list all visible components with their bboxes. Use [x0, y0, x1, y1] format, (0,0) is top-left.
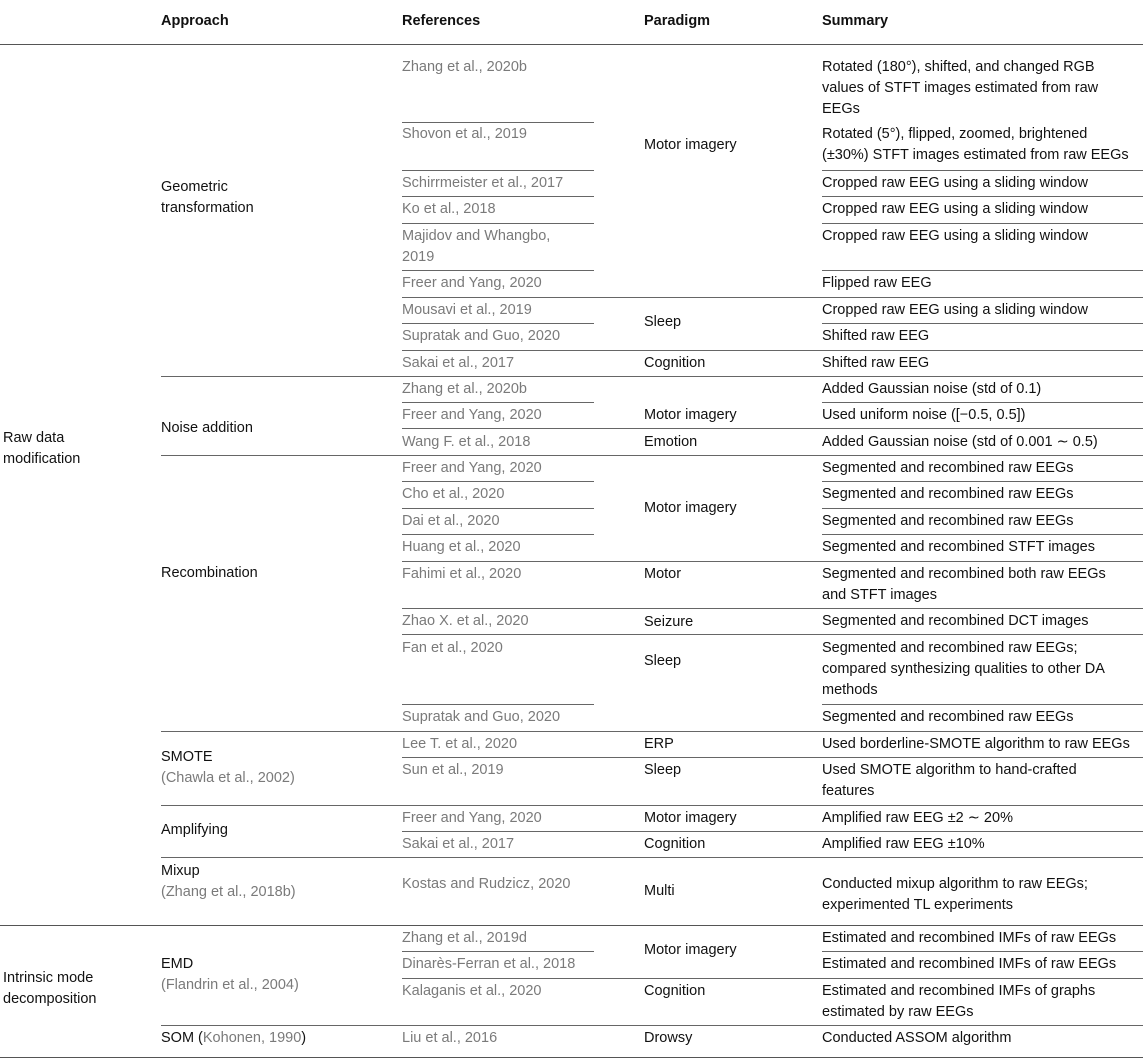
table-rule	[822, 508, 1143, 509]
reference-cell: Zhang et al., 2020b	[402, 381, 527, 397]
table-rule	[822, 402, 1143, 403]
table-rule	[0, 925, 1143, 926]
table-rule	[822, 534, 1143, 535]
table-rule	[402, 978, 1143, 979]
header-paradigm: Paradigm	[644, 13, 711, 29]
reference-cell: Huang et al., 2020	[402, 539, 521, 555]
paradigm-cell: Cognition	[644, 836, 706, 852]
summary-cell: Segmented and recombined raw EEGs	[822, 460, 1074, 476]
table-rule	[402, 951, 594, 952]
reference-cell: Sakai et al., 2017	[402, 355, 515, 371]
paradigm-cell: Drowsy	[644, 1030, 693, 1046]
paradigm-cell: Sleep	[644, 314, 682, 330]
approach-recombination: Recombination	[161, 565, 258, 581]
reference-cell: Wang F. et al., 2018	[402, 434, 531, 450]
summary-cell: Estimated and recombined IMFs of raw EEGs	[822, 956, 1117, 972]
approach-smote-reference: (Chawla et al., 2002)	[161, 770, 295, 786]
header-summary: Summary	[822, 13, 889, 29]
reference-cell: Kalaganis et al., 2020	[402, 983, 542, 999]
reference-cell: Zhang et al., 2019d	[402, 930, 527, 946]
summary-cell: Cropped raw EEG using a sliding window	[822, 228, 1088, 244]
reference-cell: Supratak and Guo, 2020	[402, 328, 561, 344]
reference-cell: Liu et al., 2016	[402, 1030, 498, 1046]
approach-mixup-reference: (Zhang et al., 2018b)	[161, 884, 296, 900]
summary-cell: Used SMOTE algorithm to hand-crafted features	[822, 762, 1077, 799]
reference-cell: Fan et al., 2020	[402, 640, 503, 656]
summary-cell: Conducted mixup algorithm to raw EEGs; experimented TL experiments	[822, 876, 1088, 913]
table-rule	[402, 634, 1143, 635]
table-rule	[402, 223, 594, 224]
reference-cell: Schirrmeister et al., 2017	[402, 175, 564, 191]
summary-cell: Shifted raw EEG	[822, 355, 930, 371]
reference-cell: Freer and Yang, 2020	[402, 460, 542, 476]
paradigm-cell: Multi	[644, 883, 675, 899]
summary-cell: Cropped raw EEG using a sliding window	[822, 175, 1088, 191]
table-rule	[402, 481, 594, 482]
table-rule	[402, 270, 594, 271]
approach-som-reference: Kohonen, 1990	[202, 1030, 302, 1046]
table-rule	[402, 757, 1143, 758]
table-rule	[402, 170, 594, 171]
reference-cell: Supratak and Guo, 2020	[402, 709, 561, 725]
reference-cell: Freer and Yang, 2020	[402, 275, 542, 291]
table-rule	[822, 704, 1143, 705]
header-approach: Approach	[161, 13, 229, 29]
table-rule	[402, 122, 594, 123]
summary-cell: Rotated (180°), shifted, and changed RGB values of STFT images estimated from raw EEGs	[822, 59, 1099, 117]
approach-smote: SMOTE (Chawla et al., 2002)	[161, 747, 295, 789]
reference-cell: Dinarès-Ferran et al., 2018	[402, 956, 576, 972]
approach-emd-reference: (Flandrin et al., 2004)	[161, 977, 299, 993]
approach-noise-addition: Noise addition	[161, 420, 253, 436]
summary-cell: Segmented and recombined STFT images	[822, 539, 1095, 555]
category-intrinsic-mode-decomposition: Intrinsic mode decomposition	[3, 970, 97, 1007]
summary-cell: Estimated and recombined IMFs of raw EEGs	[822, 930, 1117, 946]
approach-amplifying: Amplifying	[161, 822, 228, 838]
paradigm-cell: Seizure	[644, 614, 694, 630]
reference-cell: Lee T. et al., 2020	[402, 736, 518, 752]
reference-cell: Freer and Yang, 2020	[402, 810, 542, 826]
summary-cell: Added Gaussian noise (std of 0.1)	[822, 381, 1042, 397]
table-rule	[402, 534, 594, 535]
paradigm-cell: Motor imagery	[644, 942, 737, 958]
paradigm-cell: Sleep	[644, 653, 682, 669]
table-rule	[822, 170, 1143, 171]
table-rule	[402, 561, 1143, 562]
summary-cell: Segmented and recombined both raw EEGs and STFT images	[822, 566, 1106, 603]
summary-cell: Flipped raw EEG	[822, 275, 932, 291]
paradigm-cell: Emotion	[644, 434, 698, 450]
summary-cell: Estimated and recombined IMFs of graphs estimated by raw EEGs	[822, 983, 1096, 1020]
table-rule	[402, 323, 594, 324]
reference-cell: Fahimi et al., 2020	[402, 566, 522, 582]
summary-cell: Amplified raw EEG ±10%	[822, 836, 985, 852]
table-rule	[161, 1025, 1143, 1026]
summary-cell: Cropped raw EEG using a sliding window	[822, 201, 1088, 217]
summary-cell: Used borderline-SMOTE algorithm to raw EEGs	[822, 736, 1130, 752]
summary-cell: Segmented and recombined raw EEGs; compared synthesizing qualities to other DA methods	[822, 640, 1105, 698]
reference-cell: Freer and Yang, 2020	[402, 407, 542, 423]
table-rule	[402, 196, 594, 197]
summary-cell: Segmented and recombined raw EEGs	[822, 513, 1074, 529]
reference-cell: Shovon et al., 2019	[402, 126, 527, 142]
table-rule	[402, 350, 1143, 351]
reference-cell: Sakai et al., 2017	[402, 836, 515, 852]
paradigm-cell: Motor imagery	[644, 137, 737, 153]
paradigm-cell: ERP	[644, 736, 674, 752]
paradigm-cell: Motor imagery	[644, 810, 737, 826]
paradigm-cell: Motor imagery	[644, 500, 737, 516]
reference-cell: Zhao X. et al., 2020	[402, 613, 529, 629]
paradigm-cell: Cognition	[644, 983, 706, 999]
summary-cell: Segmented and recombined raw EEGs	[822, 486, 1074, 502]
table-rule	[402, 508, 594, 509]
reference-cell: Cho et al., 2020	[402, 486, 505, 502]
reference-cell: Sun et al., 2019	[402, 762, 504, 778]
paradigm-cell: Motor	[644, 566, 682, 582]
reference-cell: Dai et al., 2020	[402, 513, 500, 529]
reference-cell: Zhang et al., 2020b	[402, 59, 527, 75]
summary-cell: Segmented and recombined raw EEGs	[822, 709, 1074, 725]
category-raw-data-modification: Raw data modification	[3, 430, 81, 467]
reference-cell: Ko et al., 2018	[402, 201, 496, 217]
table-rule	[402, 428, 1143, 429]
summary-cell: Rotated (5°), flipped, zoomed, brightened (±30%) STFT images estimated from raw EEGs	[822, 126, 1129, 163]
table-rule	[402, 608, 1143, 609]
summary-cell: Added Gaussian noise (std of 0.001 ∼ 0.5)	[822, 434, 1098, 450]
paradigm-cell: Sleep	[644, 762, 682, 778]
summary-cell: Amplified raw EEG ±2 ∼ 20%	[822, 810, 1013, 826]
paradigm-cell: Motor imagery	[644, 407, 737, 423]
summary-cell: Conducted ASSOM algorithm	[822, 1030, 1012, 1046]
table-rule	[402, 402, 594, 403]
table-rule	[402, 704, 594, 705]
table-rule	[161, 731, 1143, 732]
approach-emd: EMD (Flandrin et al., 2004)	[161, 954, 299, 996]
table-rule	[161, 805, 1143, 806]
table-rule	[161, 455, 1143, 456]
reference-cell: Kostas and Rudzicz, 2020	[402, 876, 571, 892]
table-rule	[822, 270, 1143, 271]
approach-geometric-transformation: Geometric transformation	[161, 179, 254, 216]
reference-cell: Majidov and Whangbo, 2019	[402, 228, 551, 265]
table-rule	[822, 323, 1143, 324]
table-rule	[822, 481, 1143, 482]
header-references: References	[402, 13, 481, 29]
table-rule	[161, 857, 1143, 858]
table-rule	[822, 196, 1143, 197]
summary-cell: Shifted raw EEG	[822, 328, 930, 344]
approach-som: SOM (Kohonen, 1990)	[161, 1030, 307, 1046]
table-rule	[0, 44, 1143, 45]
reference-cell: Mousavi et al., 2019	[402, 302, 532, 318]
summary-cell: Cropped raw EEG using a sliding window	[822, 302, 1088, 318]
summary-cell: Segmented and recombined DCT images	[822, 613, 1089, 629]
summary-cell: Used uniform noise ([−0.5, 0.5])	[822, 407, 1026, 423]
table-rule	[161, 376, 1143, 377]
approach-mixup: Mixup (Zhang et al., 2018b)	[161, 861, 296, 903]
table-rule	[822, 951, 1143, 952]
table-rule	[822, 223, 1143, 224]
table-rule	[0, 1057, 1143, 1058]
table-rule	[402, 297, 1143, 298]
paradigm-cell: Cognition	[644, 355, 706, 371]
table-rule	[402, 831, 1143, 832]
